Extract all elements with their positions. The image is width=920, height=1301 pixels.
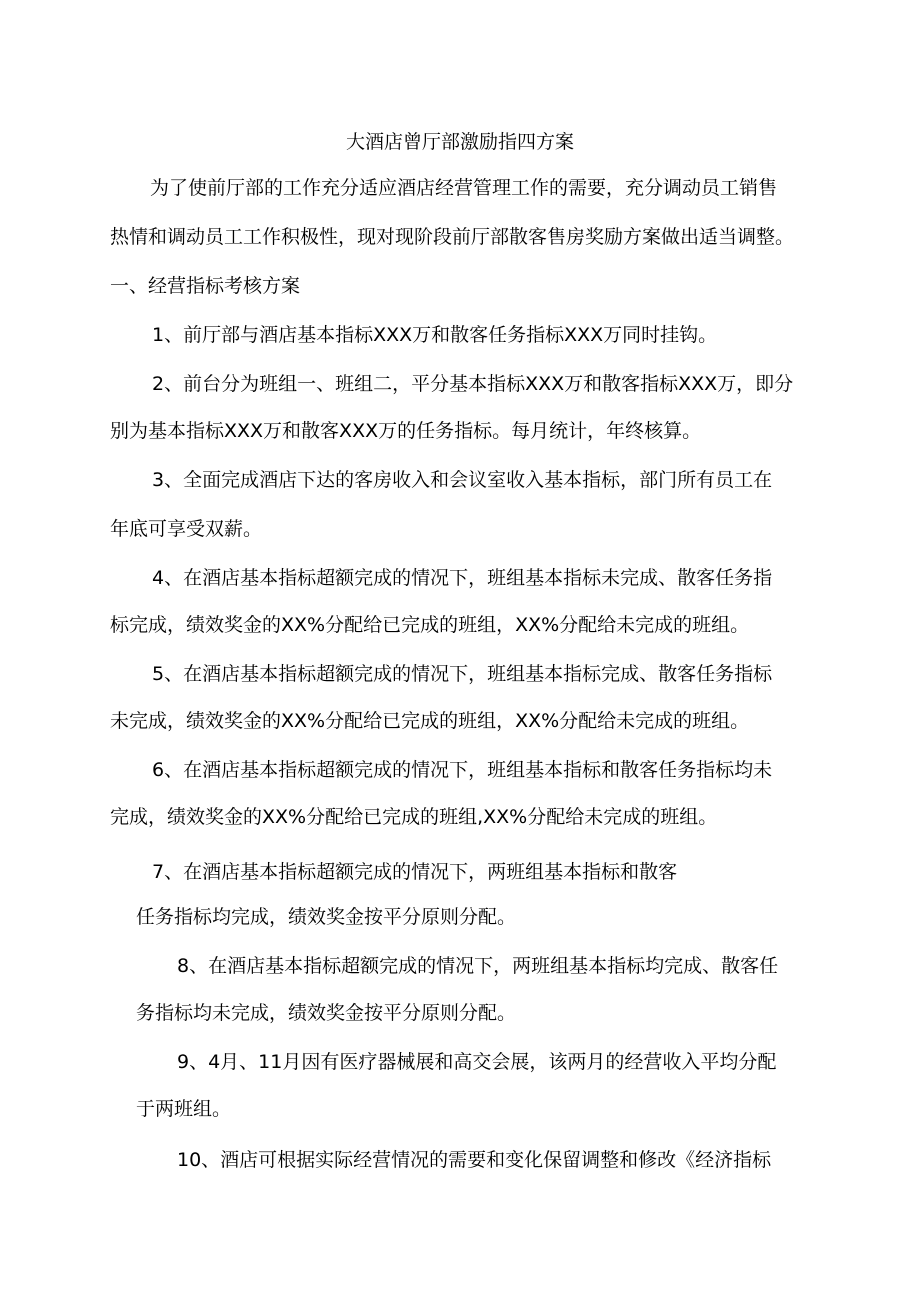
list-item-line: 未完成，绩效奖金的XX%分配给已完成的班组，XX%分配给未完成的班组。 — [110, 710, 750, 732]
list-item-line: 7、在酒店基本指标超额完成的情况下，两班组基本指标和散客 — [152, 861, 678, 883]
list-item-line: 于两班组。 — [136, 1098, 232, 1120]
section-heading: 一、经营指标考核方案 — [110, 275, 301, 297]
list-item-line: 标完成，绩效奖金的XX%分配给已完成的班组，XX%分配给未完成的班组。 — [110, 614, 750, 636]
list-item-line: 年底可享受双薪。 — [110, 518, 263, 540]
list-item-line: 别为基本指标XXX万和散客XXX万的任务指标。每月统计，年终核算。 — [110, 420, 702, 442]
list-item-line: 1、前厅部与酒店基本指标XXX万和散客任务指标XXX万同时挂钩。 — [152, 324, 718, 346]
list-item-line: 务指标均未完成，绩效奖金按平分原则分配。 — [136, 1002, 517, 1024]
list-item-line: 10、酒店可根据实际经营情况的需要和变化保留调整和修改《经济指标 — [177, 1149, 772, 1171]
list-item-line: 9、4月、11月因有医疗器械展和高交会展，该两月的经营收入平均分配 — [177, 1051, 777, 1073]
list-item-line: 2、前台分为班组一、班组二，平分基本指标XXX万和散客指标XXX万，即分 — [152, 373, 794, 395]
list-item-line: 4、在酒店基本指标超额完成的情况下，班组基本指标未完成、散客任务指 — [152, 567, 773, 589]
list-item-line: 完成，绩效奖金的XX%分配给已完成的班组,XX%分配给未完成的班组。 — [110, 806, 718, 828]
document-title: 大酒店曾厅部激励指四方案 — [345, 131, 574, 153]
list-item-line: 任务指标均完成，绩效奖金按平分原则分配。 — [136, 906, 517, 928]
intro-line: 为了使前厅部的工作充分适应酒店经营管理工作的需要，充分调动员工销售 — [150, 177, 778, 199]
intro-line: 热情和调动员工工作积极性，现对现阶段前厅部散客售房奖励方案做出适当调整。 — [110, 226, 795, 248]
list-item-line: 3、全面完成酒店下达的客房收入和会议室收入基本指标，部门所有员工在 — [152, 469, 773, 491]
list-item-line: 8、在酒店基本指标超额完成的情况下，两班组基本指标均完成、散客任 — [177, 955, 779, 977]
list-item-line: 5、在酒店基本指标超额完成的情况下，班组基本指标完成、散客任务指标 — [152, 663, 773, 685]
list-item-line: 6、在酒店基本指标超额完成的情况下，班组基本指标和散客任务指标均未 — [152, 759, 773, 781]
